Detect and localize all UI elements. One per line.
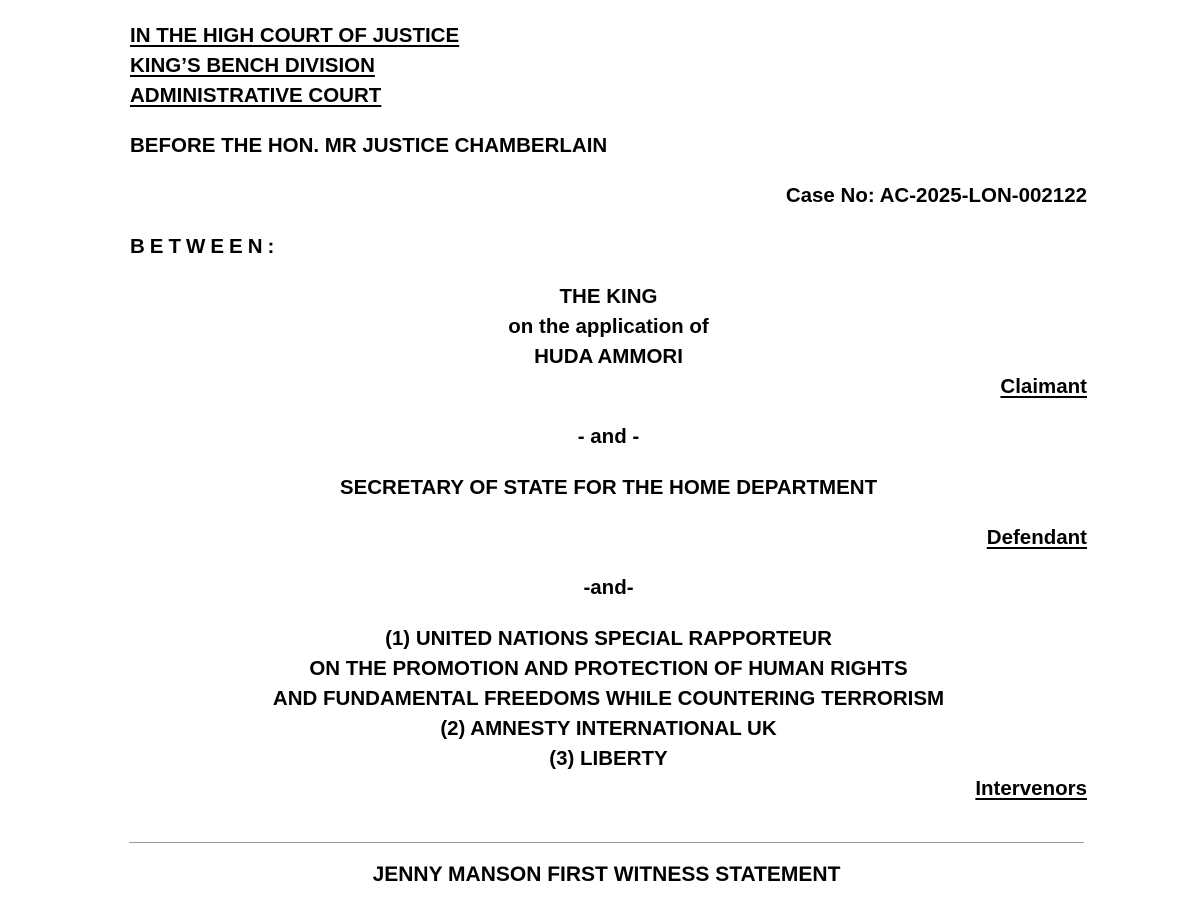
claimant-role: Claimant [1000, 375, 1087, 398]
court-division: KING’S BENCH DIVISION [130, 54, 375, 77]
horizontal-rule [129, 842, 1084, 843]
intervenor-line: (3) LIBERTY [549, 747, 668, 770]
document-title: JENNY MANSON FIRST WITNESS STATEMENT [372, 863, 841, 886]
party-separator: - and - [577, 425, 640, 448]
claimant-line-1: THE KING [559, 285, 658, 308]
claimant-line-2: on the application of [508, 315, 709, 338]
judge-line: BEFORE THE HON. MR JUSTICE CHAMBERLAIN [130, 134, 608, 157]
case-number: Case No: AC-2025-LON-002122 [785, 184, 1087, 207]
intervenor-line: AND FUNDAMENTAL FREEDOMS WHILE COUNTERING TERRORISM [272, 687, 945, 710]
intervenor-line: (2) AMNESTY INTERNATIONAL UK [440, 717, 777, 740]
between-label: BETWEEN: [130, 235, 280, 258]
defendant-name: SECRETARY OF STATE FOR THE HOME DEPARTMENT [339, 476, 878, 499]
intervenors-role: Intervenors [975, 777, 1087, 800]
party-separator: -and- [583, 576, 634, 599]
intervenor-line: (1) UNITED NATIONS SPECIAL RAPPORTEUR [385, 627, 832, 650]
claimant-name: HUDA AMMORI [534, 345, 683, 368]
intervenor-line: ON THE PROMOTION AND PROTECTION OF HUMAN RIGHTS [309, 657, 908, 680]
court-subdivision: ADMINISTRATIVE COURT [130, 84, 382, 107]
defendant-role: Defendant [986, 526, 1087, 549]
court-name: IN THE HIGH COURT OF JUSTICE [130, 24, 460, 47]
